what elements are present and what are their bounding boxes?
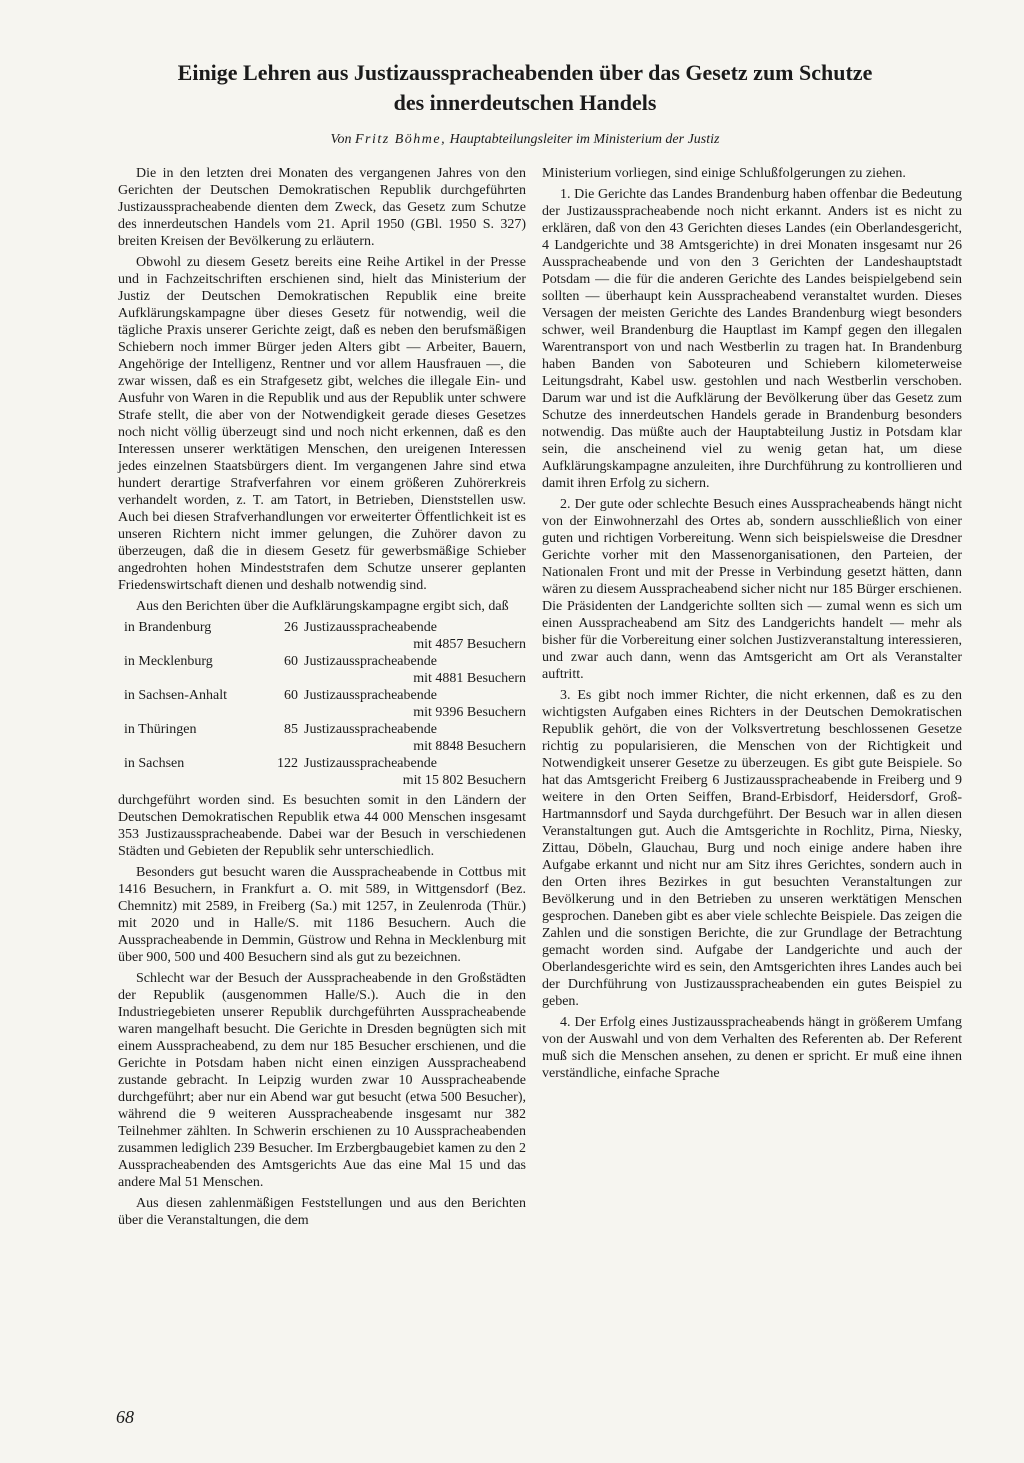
statistics-row	[118, 687, 526, 721]
event-count: 60	[284, 688, 298, 703]
paragraph: 4. Der Erfolg eines Justizausspracheabends hängt in größerem Umfang von der Auswahl und von dem Verhalten des Referenten ab. Der Referent muß sich die Menschen ansehen, zu denen er spricht. Er muß eine ihnen verständliche, einfache Sprache	[542, 1015, 962, 1081]
paragraph: Aus diesen zahlenmäßigen Feststellungen und aus den Berichten über die Veranstaltungen, die dem	[118, 1196, 526, 1228]
event-count: 122	[277, 756, 298, 771]
visitor-count: mit 4881 Besuchern	[413, 671, 526, 686]
paragraph: Besonders gut besucht waren die Ausspracheabende in Cottbus mit 1416 Besuchern, in Frankfurt a. O. mit 589, in Wittgensdorf (Bez. Chemnitz) mit 2589, in Freiberg (Sa.) mit 1257, in Zeulenroda (Thür.) mit 2020 und in Halle/S. mit 1186 Besuchern. Auch die Ausspracheabende in Demmin, Güstrow und Rehna in Mecklenburg mit über 900, 500 und 400 Besuchern sind als gut zu bezeichnen.	[118, 865, 526, 965]
paragraph: 2. Der gute oder schlechte Besuch eines Ausspracheabends hängt nicht von der Einwohnerzahl des Ortes ab, sondern ausschließlich von einer guten und richtigen Vorbereitung. Wenn sich beispielsweise die Dresdner Gerichte vorher mit den Massenorganisationen, den Parteien, der Nationalen Front und mit der Presse in Verbindung gesetzt hätten, dann wären zu diesem Ausspracheabend sicher nicht nur 185 Bürger erschienen. Die Präsidenten der Landgerichte sollten sich — zumal wenn es sich um einen Ausspracheabend am Sitz des Landgerichts handelt — mehr als bisher für die Vorbereitung einer solchen Justizveranstaltung interessieren, und zwar auch dann, wenn das Amtsgericht am Ort als Veranstalter auftritt.	[542, 497, 962, 682]
paragraph: Obwohl zu diesem Gesetz bereits eine Reihe Artikel in der Presse und in Fachzeitschriften erschienen sind, hielt das Ministerium der Justiz der Deutschen Demokratischen Republik eine breite Aufklärungskampagne über dieses Gesetz für notwendig, weil die tägliche Praxis unserer Gerichte zeigt, daß es neben den berufsmäßigen Schiebern noch immer Bürger jeden Alters gibt — Arbeiter, Bauern, Angehörige der Intelligenz, Rentner und vor allem Hausfrauen —, die zwar wissen, daß es ein Strafgesetz gibt, welches die illegale Ein- und Ausfuhr von Waren in die Republik und aus der Republik unter schwere Strafe stellt, die aber von der Notwendigkeit gerade dieses Gesetzes noch nicht völlig überzeugt sind und noch nicht erkennen, daß es den Interessen unserer werktätigen Menschen, den ureigenen Interessen jedes einzelnen Staatsbürgers dient. Im vergangenen Jahre sind etwa hundert derartige Strafverfahren vor einem größeren Zuhörerkreis verhandelt worden, z. T. am Tatort, in Betrieben, Dienststellen usw. Auch bei diesen Strafverhandlungen vor erweiterter Öffentlichkeit ist es unseren Richtern nicht immer gelungen, die Zuhörer davon zu überzeugen, daß die in diesem Gesetz für gewerbsmäßige Schieber angedrohten hohen Mindeststrafen dem Schutze unserer geplanten Friedenswirtschaft dienen und deshalb notwendig sind.	[118, 255, 526, 593]
region-name: in Thüringen	[124, 722, 197, 737]
visitor-count: mit 15 802 Besuchern	[402, 773, 526, 788]
statistics-list	[118, 619, 526, 789]
paragraph: 1. Die Gerichte das Landes Brandenburg haben offenbar die Bedeutung der Justizausspracheabende noch nicht erkannt. Anders ist es nicht zu erklären, daß von den 43 Gerichten dieses Landes (ein Oberlandesgericht, 4 Landgerichte und 38 Amtsgerichte) in drei Monaten insgesamt nur 26 Ausspracheabende und von den 3 Gerichten der Landeshauptstadt Potsdam — die für die anderen Gerichte des Landes beispielgebend sein sollten — überhaupt kein Ausspracheabend veranstaltet wurden. Dieses Versagen der meisten Gerichte des Landes Brandenburg wiegt besonders schwer, weil Brandenburg die Hauptlast im Kampf gegen den illegalen Warentransport von und nach Westberlin zu tragen hat. In Brandenburg haben Banden von Saboteuren und Schiebern kilometerweise Leitungsdraht, Kabel usw. gestohlen und nach Westberlin verschoben. Darum war und ist die Aufklärung der Bevölkerung über das Gesetz zum Schutze des innerdeutschen Handels gerade in Brandenburg besonders notwendig. Das müßte auch der Hauptabteilung Justiz in Potsdam klar sein, die anscheinend viel zu wenig getan hat, um diese Aufklärungskampagne anzuleiten, ihre Durchführung zu kontrollieren und damit ihren Erfolg zu sichern.	[542, 187, 962, 491]
region-name: in Mecklenburg	[124, 654, 213, 669]
region-name: in Sachsen	[124, 756, 185, 771]
statistics-row	[118, 653, 526, 687]
paragraph: 3. Es gibt noch immer Richter, die nicht erkennen, daß es zu den wichtigsten Aufgaben eines Richters in der Deutschen Demokratischen Republik gehört, die von der Volksvertretung beschlossenen Gesetze richtig zu popularisieren, die Menschen von der Richtigkeit und Notwendigkeit unserer Gesetze zu überzeugen. Es gibt gute Beispiele. So hat das Amtsgericht Freiberg 6 Justizausspracheabende in Freiberg und 9 weitere in den Orten Seiffen, Brand-Erbisdorf, Heidersdorf, Groß-Hartmannsdorf und Sayda durchgeführt. Der Besuch war in allen diesen Veranstaltungen gut. Auch die Amtsgerichte in Rochlitz, Pirna, Niesky, Zittau, Döbeln, Glauchau, Burg und noch einige andere haben ihre Aufgabe erkannt und nicht nur am Sitz ihres Gerichtes, sondern auch in den Orten ihres Bezirkes in gut besuchten Veranstaltungen zur Bevölkerung und in den Betrieben zu unseren werktätigen Menschen gesprochen. Daneben gibt es aber viele schlechte Beispiele. Das zeigen die Zahlen und die sonstigen Berichte, die zur Grundlage der Betrachtung gemacht worden sind. Aufgabe der Landgerichte und auch der Oberlandesgerichte wird es sein, den Amtsgerichten ihres Landes auch bei der Durchführung von Justizausspracheabenden ein gutes Beispiel zu geben.	[542, 688, 962, 1009]
event-count: 26	[284, 620, 298, 635]
paragraph: Schlecht war der Besuch der Ausspracheabende in den Großstädten der Republik (ausgenommen Halle/S.). Auch die in den Industriegebieten unserer Republik durchgeführten Ausspracheabende waren mangelhaft besucht. Die Gerichte in Dresden begnügten sich mit einem Ausspracheabend, zu dem nur 185 Besucher erschienen, und die Gerichte in Potsdam haben nicht einen einzigen Ausspracheabend zustande gebracht. In Leipzig wurden zwar 10 Ausspracheabende durchgeführt; aber nur ein Abend war gut besucht (etwa 500 Besucher), während die 9 weiteren Ausspracheabende insgesamt nur 382 Teilnehmer zählten. In Schwerin erschienen zu 10 Ausspracheabenden zusammen lediglich 239 Besucher. Im Erzbergbaugebiet kamen zu den 2 Ausspracheabenden des Amtsgerichts Aue das eine Mal 15 und das andere Mal 51 Menschen.	[118, 971, 526, 1190]
right-column	[542, 165, 962, 1086]
paragraph: Aus den Berichten über die Aufklärungskampagne ergibt sich, daß	[136, 599, 509, 614]
event-label: Justizausspracheabende	[304, 688, 437, 703]
article-title	[110, 58, 940, 118]
statistics-row	[118, 755, 526, 789]
byline	[110, 131, 940, 149]
event-label: Justizausspracheabende	[304, 654, 437, 669]
region-name: in Sachsen-Anhalt	[124, 688, 228, 703]
visitor-count: mit 4857 Besuchern	[413, 637, 526, 652]
visitor-count: mit 9396 Besuchern	[413, 705, 526, 720]
paragraph: durchgeführt worden sind. Es besuchten somit in den Ländern der Deutschen Demokratischen Republik etwa 44 000 Menschen insgesamt 353 Justizausspracheabende. Dabei war der Besuch in verschiedenen Städten und Gebieten der Republik sehr unterschiedlich.	[118, 793, 526, 859]
byline-role: Hauptabteilungsleiter im Ministerium der Justiz	[449, 132, 720, 147]
statistics-row	[118, 619, 526, 653]
event-count: 60	[284, 654, 298, 669]
region-name: in Brandenburg	[124, 620, 212, 635]
event-label: Justizausspracheabende	[304, 756, 437, 771]
article-title-line-2: des innerdeutschen Handels	[393, 90, 657, 115]
statistics-row	[118, 721, 526, 755]
byline-author: Fritz Böhme,	[355, 132, 447, 147]
byline-prefix: Von	[330, 132, 352, 147]
left-column	[118, 165, 526, 1233]
event-label: Justizausspracheabende	[304, 722, 437, 737]
event-count: 85	[284, 722, 298, 737]
page-number: 68	[116, 1407, 134, 1427]
event-label: Justizausspracheabende	[304, 620, 437, 635]
article-title-line-1: Einige Lehren aus Justizausspracheabenden über das Gesetz zum Schutze	[177, 60, 873, 85]
visitor-count: mit 8848 Besuchern	[413, 739, 526, 754]
paragraph: Die in den letzten drei Monaten des vergangenen Jahres von den Gerichten der Deutschen Demokratischen Republik durchgeführten Justizausspracheabende dienten dem Zweck, das Gesetz zum Schutze des innerdeutschen Handels vom 21. April 1950 (GBl. 1950 S. 327) breiten Kreisen der Bevölkerung zu erläutern.	[118, 166, 526, 249]
paragraph: Ministerium vorliegen, sind einige Schlußfolgerungen zu ziehen.	[542, 166, 906, 181]
